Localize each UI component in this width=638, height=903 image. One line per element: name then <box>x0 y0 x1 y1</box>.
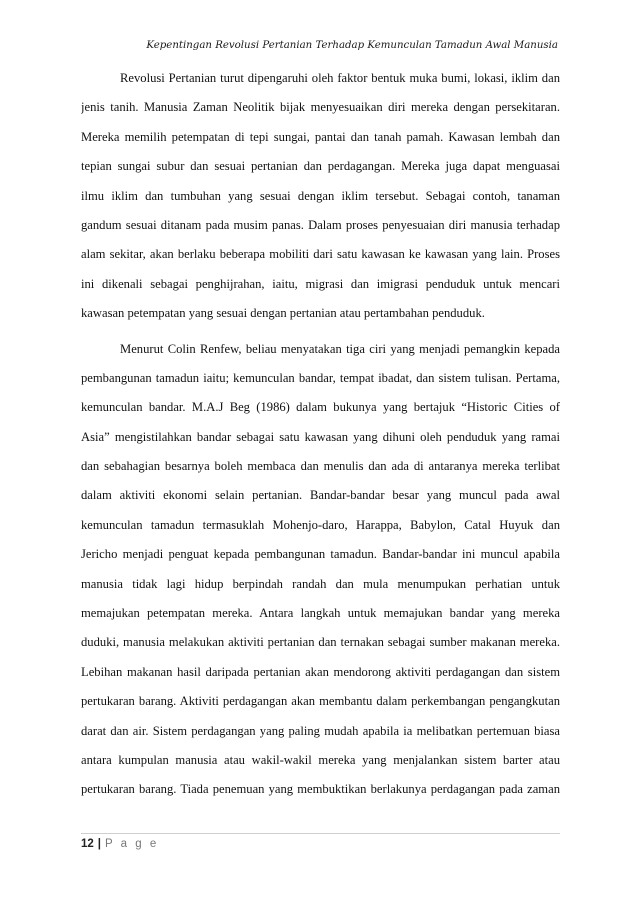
text-line: ilmu iklim dan tumbuhan yang sesuai dengan iklim tersebut. Sebagai contoh, tanaman <box>81 188 560 203</box>
text-line: dalam aktiviti ekonomi selain pertanian. Bandar-bandar besar yang muncul pada awal <box>81 488 560 503</box>
text-line: kawasan petempatan yang sesuai dengan pertanian atau pertambahan penduduk. <box>81 306 485 321</box>
text-line: tepian sungai subur dan sesuai pertanian dan perdagangan. Mereka juga dapat menguasai <box>81 159 560 174</box>
text-line: kemunculan bandar. M.A.J Beg (1986) dalam bukunya yang bertajuk “Historic Cities of <box>81 400 560 415</box>
text-line: antara kumpulan manusia atau wakil-wakil mereka yang menjalankan sistem barter atau <box>81 752 560 767</box>
paragraph-2 <box>81 335 560 805</box>
running-header: Kepentingan Revolusi Pertanian Terhadap Kemunculan Tamadun Awal Manusia <box>146 40 558 51</box>
text-line: Mereka memilih petempatan di tepi sungai, pantai dan tanah pamah. Kawasan lembah dan <box>81 129 560 144</box>
text-line: jenis tanih. Manusia Zaman Neolitik bijak menyesuaikan diri mereka dengan persekitaran. <box>81 100 560 115</box>
page-footer <box>81 838 159 850</box>
text-line: gandum sesuai ditanam pada musim panas. Dalam proses penyesuaian diri manusia terhadap <box>81 217 560 232</box>
text-line: Asia” mengistilahkan bandar sebagai satu kawasan yang dihuni oleh penduduk yang ramai <box>81 429 560 444</box>
text-line: ini dikenali sebagai penghijrahan, iaitu, migrasi dan imigrasi penduduk untuk mencari <box>81 276 560 291</box>
text-line: dan sebahagian besarnya boleh membaca dan menulis dan ada di antaranya mereka terlibat <box>81 459 560 474</box>
text-line: memajukan petempatan mereka. Antara langkah untuk memajukan bandar yang mereka <box>81 606 560 621</box>
footer-divider <box>81 833 560 834</box>
text-line: Revolusi Pertanian turut dipengaruhi oleh faktor bentuk muka bumi, lokasi, iklim dan <box>120 71 560 85</box>
page-label: P a g e <box>105 838 159 850</box>
text-line: pertukaran barang. Tiada penemuan yang membuktikan berlakunya perdagangan pada zaman <box>81 782 560 797</box>
footer-separator: | <box>97 838 102 850</box>
text-line: kemunculan tamadun termasuklah Mohenjo-daro, Harappa, Babylon, Catal Huyuk dan <box>81 517 560 532</box>
text-line: Menurut Colin Renfew, beliau menyatakan tiga ciri yang menjadi pemangkin kepada <box>120 341 560 356</box>
text-line: Lebihan makanan hasil daripada pertanian akan mendorong aktiviti perdagangan dan sistem <box>81 664 560 679</box>
text-line: duduki, manusia melakukan aktiviti pertanian dan ternakan sebagai sumber makanan mereka. <box>81 635 560 650</box>
body-text <box>81 64 560 805</box>
text-line: pembangunan tamadun iaitu; kemunculan bandar, tempat ibadat, dan sistem tulisan. Pertama, <box>81 370 560 385</box>
paragraph-1 <box>81 64 560 329</box>
text-line: Jericho menjadi penguat kepada pembangunan tamadun. Bandar-bandar ini muncul apabila <box>81 547 560 562</box>
text-line: manusia tidak lagi hidup berpindah randah dan mula menumpukan perhatian untuk <box>81 576 560 591</box>
page-number: 12 <box>81 838 94 850</box>
text-line: darat dan air. Sistem perdagangan yang paling mudah apabila ia melibatkan pertemuan biasa <box>81 723 560 738</box>
text-line: pertukaran barang. Aktiviti perdagangan akan membantu dalam perkembangan pengangkutan <box>81 694 560 709</box>
text-line: alam sekitar, akan berlaku beberapa mobiliti dari satu kawasan ke kawasan yang lain. Proses <box>81 247 560 262</box>
